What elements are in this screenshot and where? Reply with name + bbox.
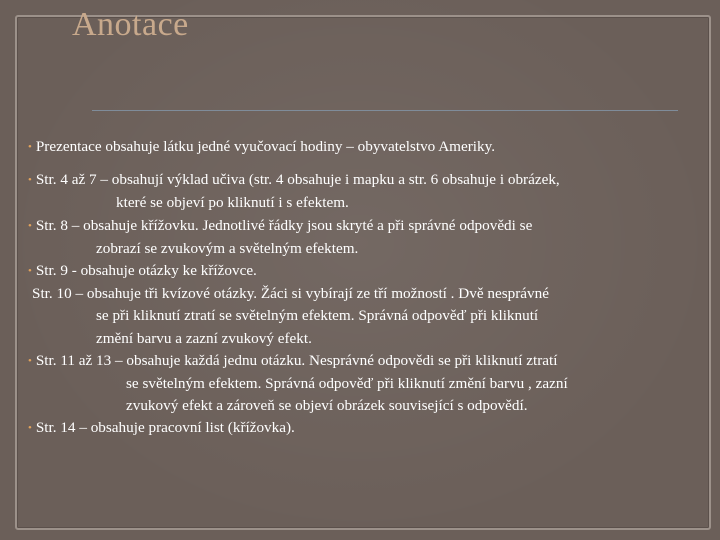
bullet-icon: • bbox=[28, 219, 32, 232]
bullet-item-page-14 bbox=[28, 417, 708, 440]
text-line: se při kliknutí ztratí se světelným efektem. Správná odpověď při kliknutí bbox=[96, 307, 539, 325]
bullet-item-page-9 bbox=[28, 260, 708, 283]
text-line: změní barvu a zazní zvukový efekt. bbox=[96, 329, 312, 347]
text-line: zobrazí se zvukovým a světelným efektem. bbox=[96, 239, 359, 257]
text-line: • Prezentace obsahuje látku jedné vyučovací hodiny – obyvatelstvo Ameriky. bbox=[28, 138, 496, 155]
text-line: se světelným efektem. Správná odpověď při kliknutí změní barvu , zazní bbox=[126, 375, 568, 393]
bullet-item-pages-11-13 bbox=[28, 350, 708, 418]
text-line: zvukový efekt a zároveň se objeví obrázek související s odpovědí. bbox=[126, 397, 528, 415]
text-line: • Str. 11 až 13 – obsahuje každá jednu otázku. Nesprávné odpovědi se při kliknutí ztratí bbox=[28, 351, 558, 369]
text-line: • Str. 8 – obsahuje křížovku. Jednotlivé řádky jsou skryté a při správné odpovědi se bbox=[28, 216, 533, 234]
title-divider bbox=[92, 110, 678, 111]
bullet-item-page-8 bbox=[28, 215, 708, 260]
bullet-item-intro bbox=[28, 136, 708, 159]
slide-content bbox=[28, 136, 708, 441]
bullet-icon: • bbox=[28, 354, 32, 367]
bullet-icon: • bbox=[28, 265, 32, 278]
bullet-icon: • bbox=[28, 141, 32, 153]
text-line: • Str. 14 – obsahuje pracovní list (křížovka). bbox=[28, 419, 295, 437]
bullet-item-page-10 bbox=[28, 283, 708, 350]
bullet-item-pages-4-7 bbox=[28, 169, 708, 214]
slide-title: Anotace bbox=[72, 6, 189, 43]
bullet-icon: • bbox=[28, 174, 32, 187]
bullet-icon: • bbox=[28, 422, 32, 435]
text-line: • Str. 9 - obsahuje otázky ke křížovce. bbox=[28, 262, 257, 280]
text-line: Str. 10 – obsahuje tři kvízové otázky. Žáci si vybírají ze tří možností . Dvě nesprávné bbox=[32, 285, 549, 303]
text-line: které se objeví po kliknutí i s efektem. bbox=[116, 194, 349, 212]
text-line: • Str. 4 až 7 – obsahují výklad učiva (str. 4 obsahuje i mapku a str. 6 obsahuje i obrázek, bbox=[28, 171, 560, 189]
